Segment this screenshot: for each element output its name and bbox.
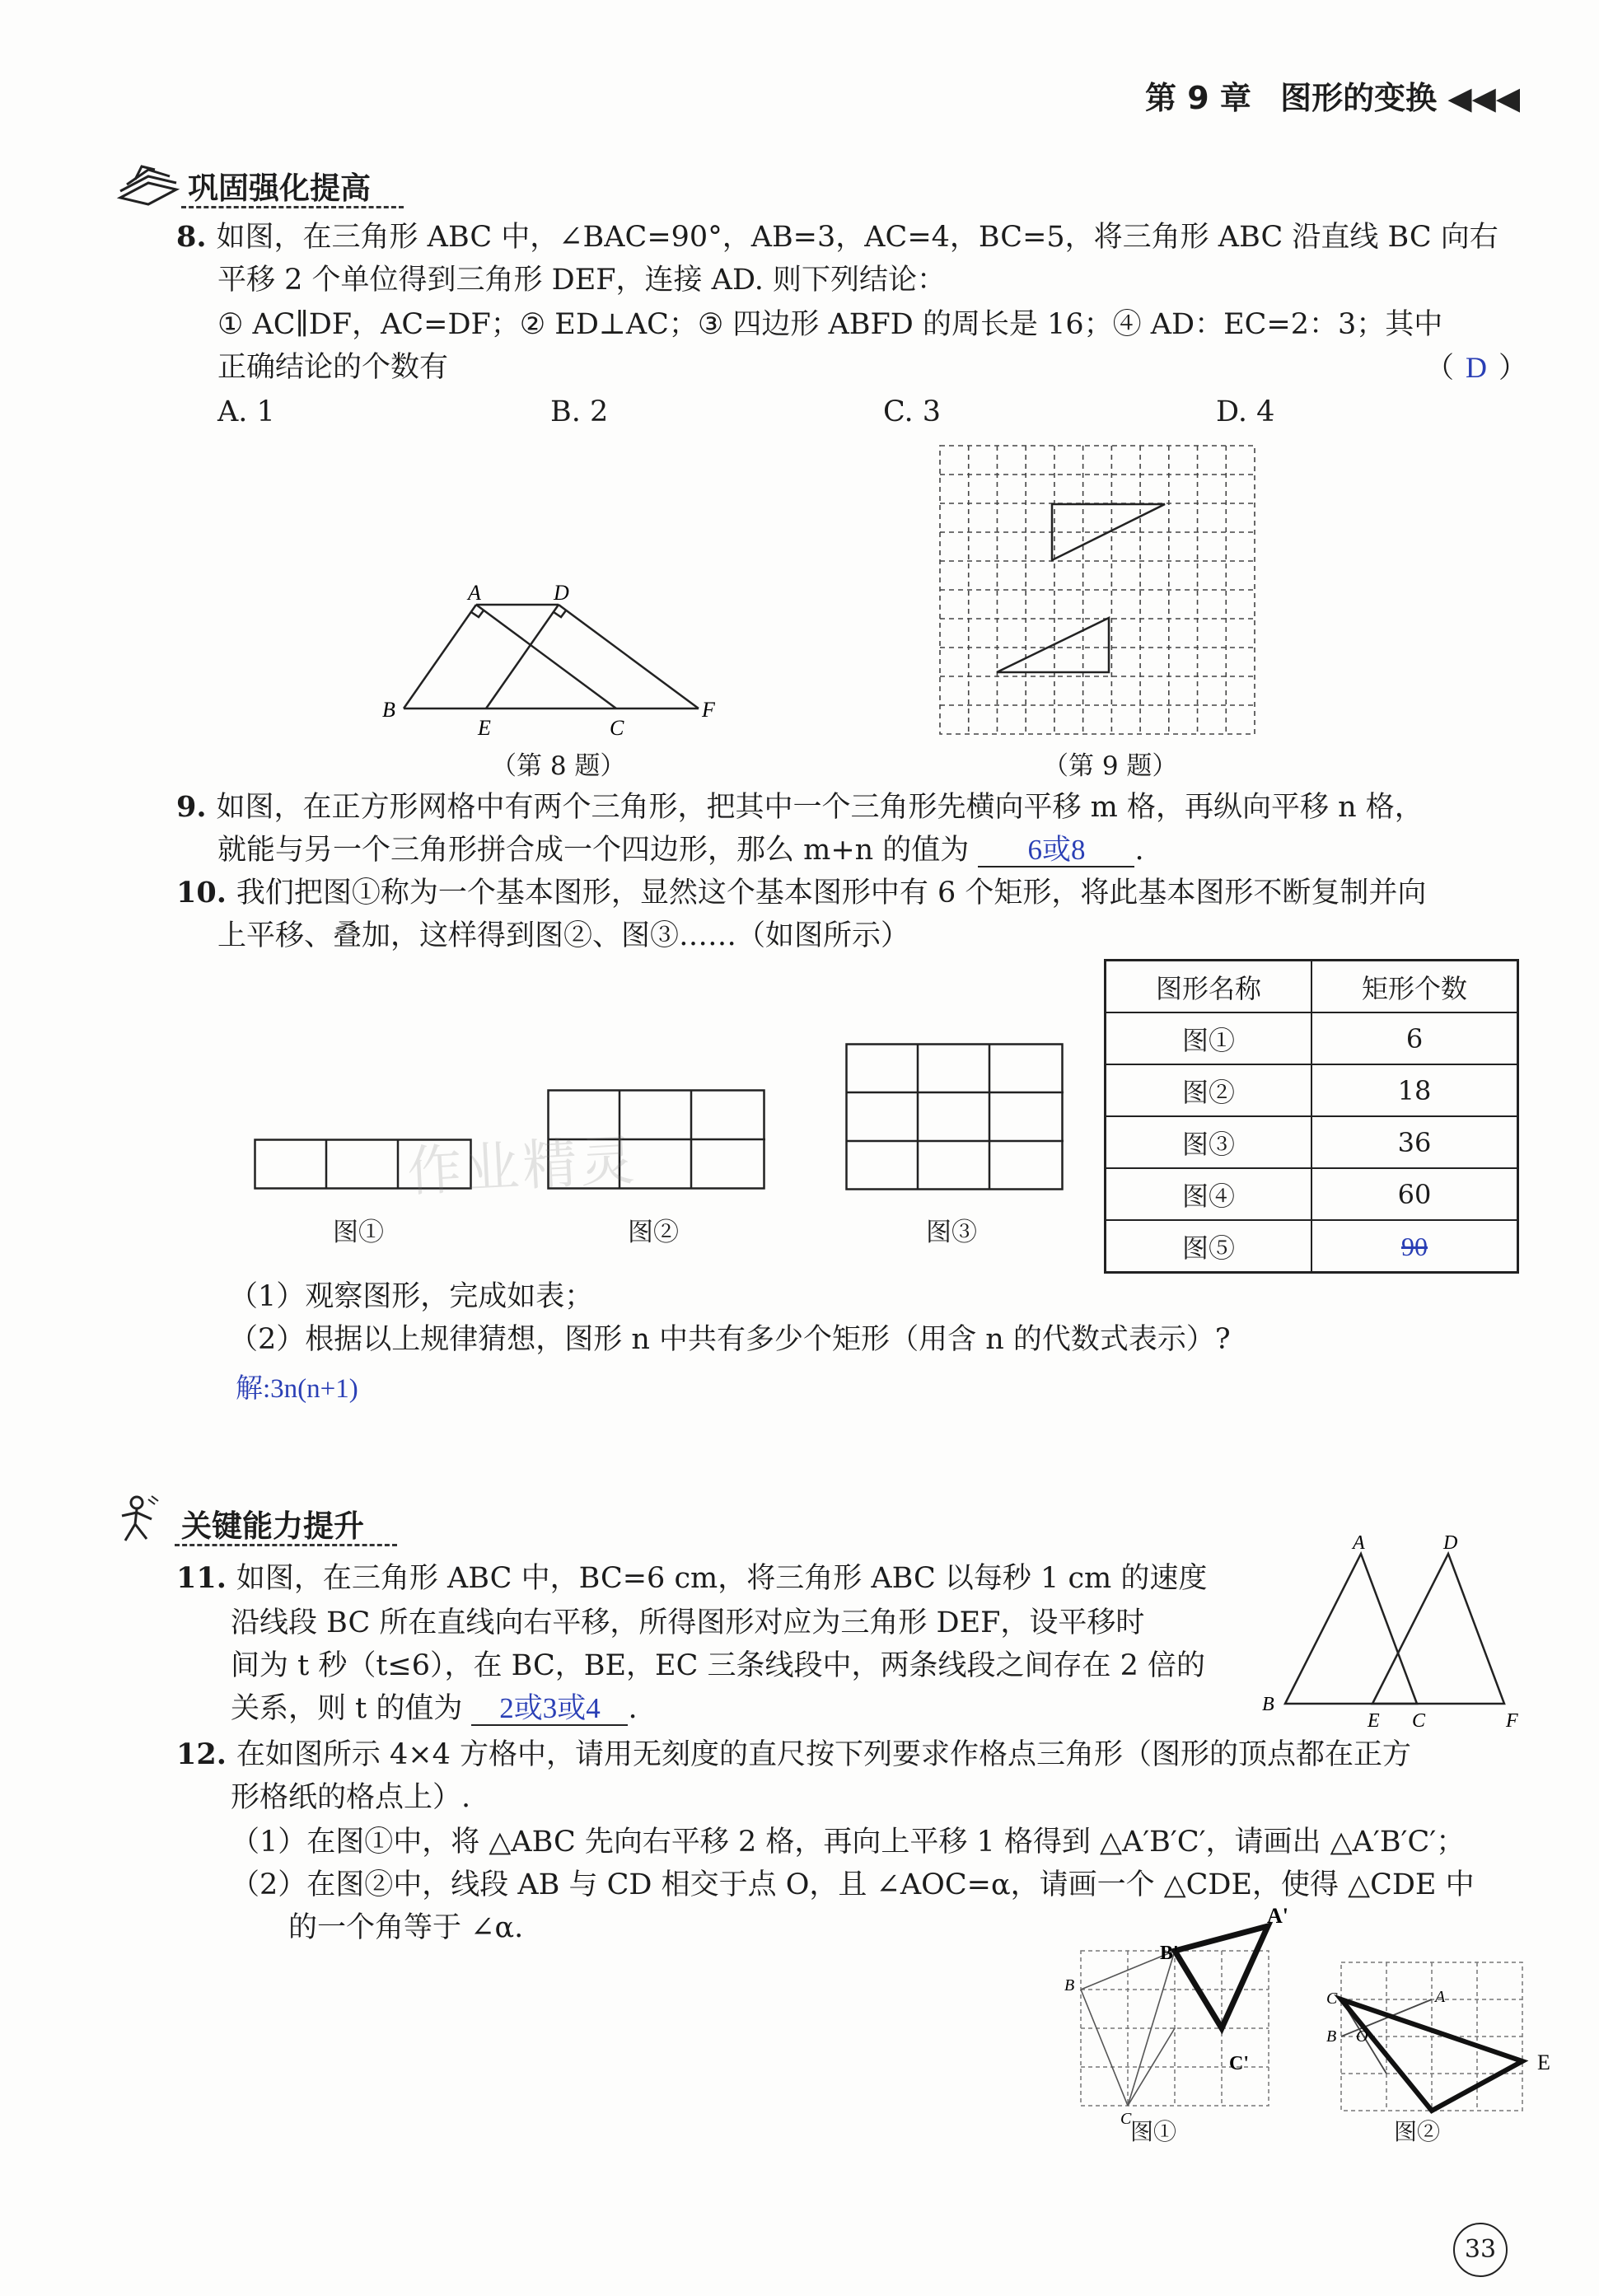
question-text: 形格纸的格点上）. [231,1781,471,1814]
table-cell [1311,1220,1518,1273]
divider [175,1544,397,1546]
label-a: A [468,581,481,605]
figure-caption: 图② [1394,2118,1441,2145]
right-angle-mark [554,610,566,617]
table-row [1106,1116,1518,1168]
label-c-prime: C' [1229,2053,1249,2074]
table-row [1106,1220,1518,1273]
table-cell: 36 [1311,1116,1518,1168]
handwritten-answer: 解:3n(n+1) [236,1374,358,1404]
handwritten-answer: 90 [1401,1231,1428,1261]
section-2-header [112,1494,400,1545]
label-e: E [1368,1710,1380,1732]
table-cell: 图② [1106,1064,1312,1116]
label-f: F [1506,1710,1518,1732]
question-text: 如图，在正方形网格中有两个三角形，把其中一个三角形先横向平移 m 格，再纵向平移 n 格， [216,791,1424,824]
book-stack-icon [115,161,181,208]
figure-caption: （第 9 题） [1043,751,1178,781]
figure-caption: （第 8 题） [491,751,626,781]
figure-caption: 图① [333,1218,384,1247]
label-c: C [1120,2110,1132,2128]
segment-ba [404,605,476,708]
handwritten-answer: 6或8 [1027,834,1086,866]
table-cell: 图③ [1106,1116,1312,1168]
question-number: 10. [176,876,227,910]
question-text: 就能与另一个三角形拼合成一个四边形，那么 m+n 的值为 6或8 . [217,834,1144,867]
question-number: 9. [176,790,207,824]
label-e: E [478,716,491,740]
page-number: 33 [1453,2223,1508,2277]
question-11 [176,1557,1207,1600]
question-8 [176,216,1498,259]
right-angle-mark [471,610,484,617]
table-cell: 6 [1311,1012,1518,1064]
table-row [1106,1064,1518,1116]
label-a-prime: A' [1267,1904,1288,1928]
question-number: 12. [176,1737,227,1771]
question-12 [176,1733,1411,1776]
label-b-prime: B' [1160,1943,1179,1964]
q9-grid-figure [939,445,1255,735]
table-cell: 60 [1311,1168,1518,1220]
label-a: A [1435,1988,1446,2006]
answer-blank [471,1693,628,1726]
chapter-title: 图形的变换 [1280,80,1438,116]
label-e: E [1537,2051,1550,2074]
table-header-cell: 矩形个数 [1311,961,1518,1013]
q11-figure [1252,1527,1532,1733]
section-1-header [115,161,404,206]
triangle-lower [997,618,1109,672]
question-9 [176,786,1424,829]
triangle-abc [1285,1554,1417,1704]
q8-figure [371,577,733,741]
subquestion-3: 的一个角等于 ∠α. [288,1911,524,1944]
table-header-row [1106,961,1518,1013]
question-10 [176,872,1426,914]
table-row [1106,1012,1518,1064]
label-d: D [554,581,569,605]
label-o: O [1356,2027,1368,2046]
rectangle-count-table [1104,959,1519,1274]
table-cell: 图④ [1106,1168,1312,1220]
person-running-icon [112,1494,165,1545]
table-header-cell: 图形名称 [1106,961,1312,1013]
option-b: B. 2 [550,395,609,428]
question-text: 在如图所示 4×4 方格中，请用无刻度的直尺按下列要求作格点三角形（图形的顶点都在正方 [236,1738,1412,1771]
q12-figure-2 [1318,1952,1565,2125]
figure-caption: 图③ [926,1218,977,1247]
question-text: 如图，在三角形 ABC 中，∠BAC=90°，AB=3，AC=4，BC=5，将三角形 ABC 沿直线 BC 向右 [216,221,1498,254]
label-f: F [702,698,715,722]
question-text: 正确结论的个数有 [217,351,449,384]
option-c: C. 3 [883,395,942,428]
chapter-number: 第 9 章 [1145,80,1251,116]
question-number: 11. [176,1561,227,1595]
handwritten-answer: D [1466,351,1488,384]
label-b: B [1262,1694,1274,1715]
segment-df [559,605,699,708]
answer-bracket: （ D ） [1425,351,1528,385]
triangle-def [1372,1554,1504,1704]
label-b: B [1064,1976,1075,1994]
page-header [1145,72,1520,118]
figure-caption: 图① [1130,2118,1177,2145]
question-text: 沿线段 BC 所在直线向右平移，所得图形对应为三角形 DEF，设平移时 [231,1606,1145,1639]
option-d: D. 4 [1216,395,1275,428]
question-number: 8. [176,220,207,254]
question-text: 关系，则 t 的值为 2或3或4 . [231,1692,638,1725]
question-text: 上平移、叠加，这样得到图②、图③……（如图所示） [217,919,910,952]
handwritten-answer: 2或3或4 [499,1692,601,1724]
subquestion-1: （1）在图①中，将 △ABC 先向右平移 2 格，再向上平移 1 格得到 △A′B′C′，请画出 △A′B′C′； [231,1826,1466,1859]
question-text: ① AC∥DF，AC=DF；② ED⊥AC；③ 四边形 ABFD 的周长是 16；④ AD：EC=2：3；其中 [217,308,1443,341]
question-text: 我们把图①称为一个基本图形，显然这个基本图形中有 6 个矩形，将此基本图形不断复制并向 [236,877,1427,910]
answer-blank [978,835,1134,867]
question-text: 平移 2 个单位得到三角形 DEF，连接 AD. 则下列结论： [217,264,947,297]
question-text: 间为 t 秒（t≤6），在 BC，BE，EC 三条线段中，两条线段之间存在 2 倍的 [231,1649,1205,1682]
table-cell: 18 [1311,1064,1518,1116]
label-b: B [1326,2027,1337,2046]
section-title: 巩固强化提高 [188,171,371,206]
q10-figure-3 [845,1043,1064,1191]
label-b: B [382,698,395,722]
triangle-arrows-icon: ◀◀◀ [1447,80,1521,116]
label-a: A [1353,1532,1365,1554]
label-d: D [1443,1532,1458,1554]
label-c: C [610,716,624,740]
q12-figure-1 [1054,1904,1288,2128]
table-cell: 图① [1106,1012,1312,1064]
divider [181,206,404,208]
section-title: 关键能力提升 [181,1508,364,1544]
label-c: C [1326,1990,1338,2008]
watermark: 作业精灵 [405,1128,640,1204]
option-a: A. 1 [217,395,275,428]
table-row [1106,1168,1518,1220]
table-cell: 图⑤ [1106,1220,1312,1273]
subquestion-2: （2）根据以上规律猜想，图形 n 中共有多少个矩形（用含 n 的代数式表示）? [229,1323,1231,1356]
figure-caption: 图② [628,1218,679,1247]
label-c: C [1412,1710,1426,1732]
subquestion-1: （1）观察图形，完成如表； [229,1280,594,1313]
subquestion-2: （2）在图②中，线段 AB 与 CD 相交于点 O，且 ∠AOC=α，请画一个 △CDE，使得 △CDE 中 [231,1868,1475,1901]
question-text: 如图，在三角形 ABC 中，BC=6 cm，将三角形 ABC 以每秒 1 cm 的速度 [236,1562,1208,1595]
segment-b-c [1081,1990,1128,2106]
